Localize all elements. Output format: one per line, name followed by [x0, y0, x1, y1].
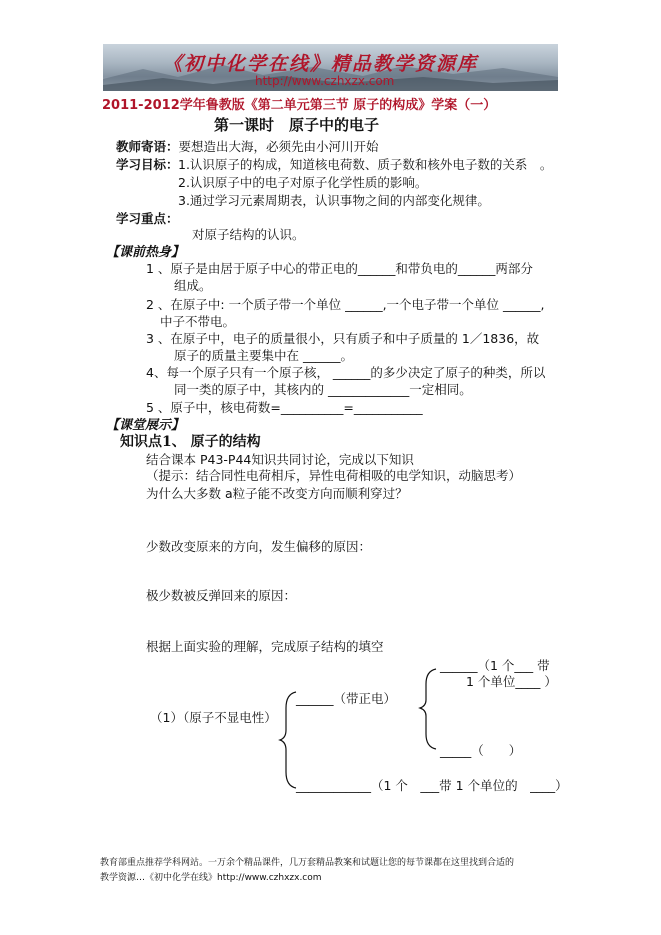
question-3-cont: 原子的质量主要集中在 ______。	[174, 348, 353, 363]
proton-line-cont: 1 个单位____ ）	[466, 674, 557, 689]
question-4-cont: 同一类的原子中，其核内的 _____________一定相同。	[174, 382, 472, 397]
objective-item: 2.认识原子中的电子对原子化学性质的影响。	[178, 175, 428, 190]
knowledge-point-title: 知识点1、 原子的结构	[120, 434, 261, 450]
footer-line-2: 教学资源…《初中化学在线》http://www.czhxzx.com	[100, 873, 322, 883]
question-1-cont: 组成。	[174, 278, 212, 293]
question-3: 3 、在原子中，电子的质量很小，只有质子和中子质量的 1／1836，故	[146, 331, 540, 346]
footer-line-1: 教育部重点推荐学科网站。一万余个精品课件，几万套精品教案和试题让您的每节课都在这里找到合适的	[100, 858, 515, 868]
atom-root: （1）（原子不显电性）	[150, 710, 277, 725]
objective-item: 1.认识原子的构成，知道核电荷数、质子数和核外电子数的关系 。	[178, 157, 553, 172]
nucleus-line: ______（带正电）	[296, 691, 397, 706]
key-point-text: 对原子结构的认识。	[192, 227, 305, 242]
preview-header: 【课前热身】	[106, 245, 185, 260]
document-title: 2011-2012学年鲁教版《第二单元第三节 原子的构成》学案（一）	[102, 98, 497, 113]
question-deflect: 少数改变原来的方向，发生偏移的原因：	[146, 539, 372, 554]
question-1: 1 、原子是由居于原子中心的带正电的______和带负电的______两部分	[146, 261, 533, 276]
classroom-header: 【课堂展示】	[106, 418, 185, 433]
neutron-line: _____（ ）	[440, 743, 522, 758]
question-2: 2 、在原子中: 一个质子带一个单位 ______,一个电子带一个单位 ______,	[146, 297, 545, 312]
banner-url[interactable]: http://www.czhxzx.com	[255, 74, 395, 88]
electron-line: ____________（1 个 ___带 1 个单位的 ____）	[296, 778, 568, 793]
banner-title: 《初中化学在线》精品教学资源库	[163, 53, 479, 75]
fill-intro: 根据上面实验的理解，完成原子结构的填空	[146, 639, 384, 654]
question-4: 4、每一个原子只有一个原子核， ______的多少决定了原子的种类，所以	[146, 365, 546, 380]
motto-text: 要想造出大海，必须先由小河川开始	[178, 139, 379, 154]
objectives-label: 学习目标：	[116, 157, 179, 172]
motto-label: 教师寄语：	[116, 139, 179, 154]
proton-line: ______（1 个___ 带	[440, 658, 550, 673]
lesson-title: 第一课时 原子中的电子	[214, 116, 380, 134]
question-alpha: 为什么大多数 a粒子能不改变方向而顺利穿过？	[146, 486, 408, 501]
question-bounce: 极少数被反弹回来的原因：	[146, 588, 297, 603]
objective-item: 3.通过学习元素周期表，认识事物之间的内部变化规律。	[178, 193, 490, 208]
question-2-cont: 中子不带电。	[160, 314, 236, 329]
question-5: 5 、原子中，核电荷数=__________=___________	[146, 400, 423, 415]
discussion-intro: 结合课本 P43-P44知识共同讨论，完成以下知识	[146, 452, 414, 467]
hint: （提示：结合同性电荷相斥，异性电荷相吸的电学知识，动脑思考）	[146, 468, 522, 483]
key-point-label: 学习重点：	[116, 211, 179, 226]
